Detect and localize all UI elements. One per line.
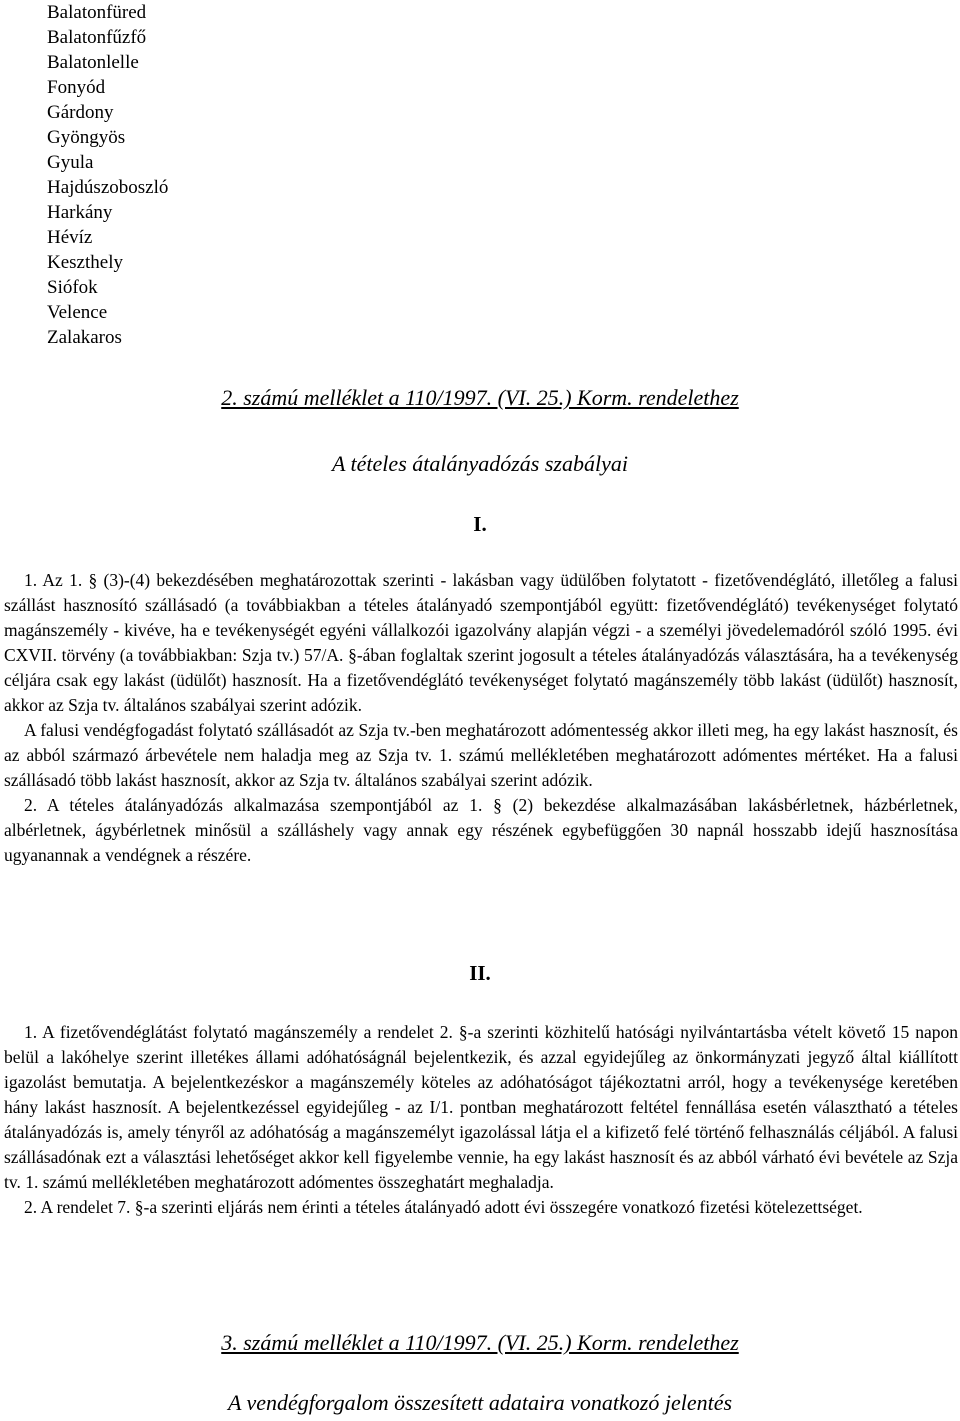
section-1-heading: I. xyxy=(473,512,487,536)
town-list-item: Hajdúszoboszló xyxy=(47,177,169,198)
annex-2-subtitle: A tételes átalányadózás szabályai xyxy=(332,451,628,476)
town-list-item: Zalakaros xyxy=(47,327,122,348)
section-1-paragraph-2: A falusi vendégfogadást folytató szállásadót az Szja tv.-ben meghatározott adómentesség akkor illeti meg, ha egy lakást hasznosít, és az abból származó árbevétele nem haladja meg az Szja tv. 1. számú mellékletében meghatározott adómentes mértéket. Ha a falusi szállásadó több lakást hasznosít, akkor az Szja tv. általános szabályai szerint adózik. xyxy=(4,720,958,790)
annex-3-subtitle: A vendégforgalom összesített adataira vonatkozó jelentés xyxy=(227,1390,733,1415)
town-list-item: Harkány xyxy=(47,202,113,223)
section-2-paragraph-2: 2. A rendelet 7. §-a szerinti eljárás nem érinti a tételes átalányadó adott évi összegére vonatkozó fizetési kötelezettséget. xyxy=(24,1197,863,1217)
town-list-item: Gárdony xyxy=(47,102,114,123)
section-2-body xyxy=(4,1020,958,1220)
town-list-item: Keszthely xyxy=(47,252,123,273)
town-list-item: Balatonlelle xyxy=(47,52,139,73)
section-1-paragraph-3: 2. A tételes átalányadózás alkalmazása szempontjából az 1. § (2) bekezdése alkalmazásában lakásbérletnek, házbérletnek, albérletnek, ágybérletnek minősül a szálláshely vagy annak egy részének egybefüggően 30 napnál hosszabb idejű hasznosítása ugyanannak a vendégnek a részére. xyxy=(4,795,958,865)
town-list-item: Siófok xyxy=(47,277,98,298)
town-list-item: Hévíz xyxy=(47,227,93,248)
annex-2-title: 2. számú melléklet a 110/1997. (VI. 25.) Korm. rendelethez xyxy=(221,385,739,410)
town-list-item: Balatonfüred xyxy=(47,2,147,23)
annex-3-title: 3. számú melléklet a 110/1997. (VI. 25.) Korm. rendelethez xyxy=(221,1330,739,1355)
town-list-item: Fonyód xyxy=(47,77,106,98)
section-2-heading: II. xyxy=(469,961,491,985)
town-list xyxy=(47,0,168,350)
section-2-paragraph-1: 1. A fizetővendéglátást folytató magánszemély a rendelet 2. §-a szerinti közhitelű hatósági nyilvántartásba vételt követő 15 napon belül a lakóhelye szerint illetékes állami adóhatóságnál bejelentkezik, és azzal egyidejűleg az önkormányzati jegyző által kiállított igazolást bemutatja. A bejelentkezéskor a magánszemély köteles az adóhatóságot tájékoztatni arról, hogy a tevékenysége keretében hány lakást hasznosít. A bejelentkezéssel egyidejűleg - az I/1. pontban meghatározott feltétel fennállása esetén választható a tételes átalányadózás is, amely tényről az adóhatóság a magánszemélyt igazolással látja el a kifizető felé történő felhasználás céljából. A falusi szállásadónak ezt a választási lehetőséget akkor kell figyelembe vennie, ha egy lakást hasznosít és az abból várható évi bevétele az Szja tv. 1. számú mellékletében meghatározott adómentes összeghatárt meghaladja. xyxy=(4,1022,958,1192)
section-1-body xyxy=(4,568,958,868)
town-list-item: Gyöngyös xyxy=(47,127,126,148)
town-list-item: Gyula xyxy=(47,152,94,173)
town-list-item: Balatonfűzfő xyxy=(47,27,147,48)
town-list-item: Velence xyxy=(47,302,108,323)
section-1-paragraph-1: 1. Az 1. § (3)-(4) bekezdésében meghatározottak szerinti - lakásban vagy üdülőben folytatott - fizetővendéglátó, illetőleg a falusi szállást hasznosító szállásadó (a továbbiakban a tételes átalányadó szempontjából együtt: fizetővendéglátó) tevékenységet folytató magánszemély - kivéve, ha e tevékenységét egyéni vállalkozói igazolvány alapján végzi - a személyi jövedelemadóról szóló 1995. évi CXVII. törvény (a továbbiakban: Szja tv.) 57/A. §-ában foglaltak szerint jogosult a tételes átalányadózás választására, ha a tevékenység céljára csak egy lakást (üdülőt) hasznosít. Ha a fizetővendéglátó tevékenységet folytató magánszemély több lakást (üdülőt) hasznosít, akkor az Szja tv. általános szabályai szerint adózik. xyxy=(4,570,958,715)
